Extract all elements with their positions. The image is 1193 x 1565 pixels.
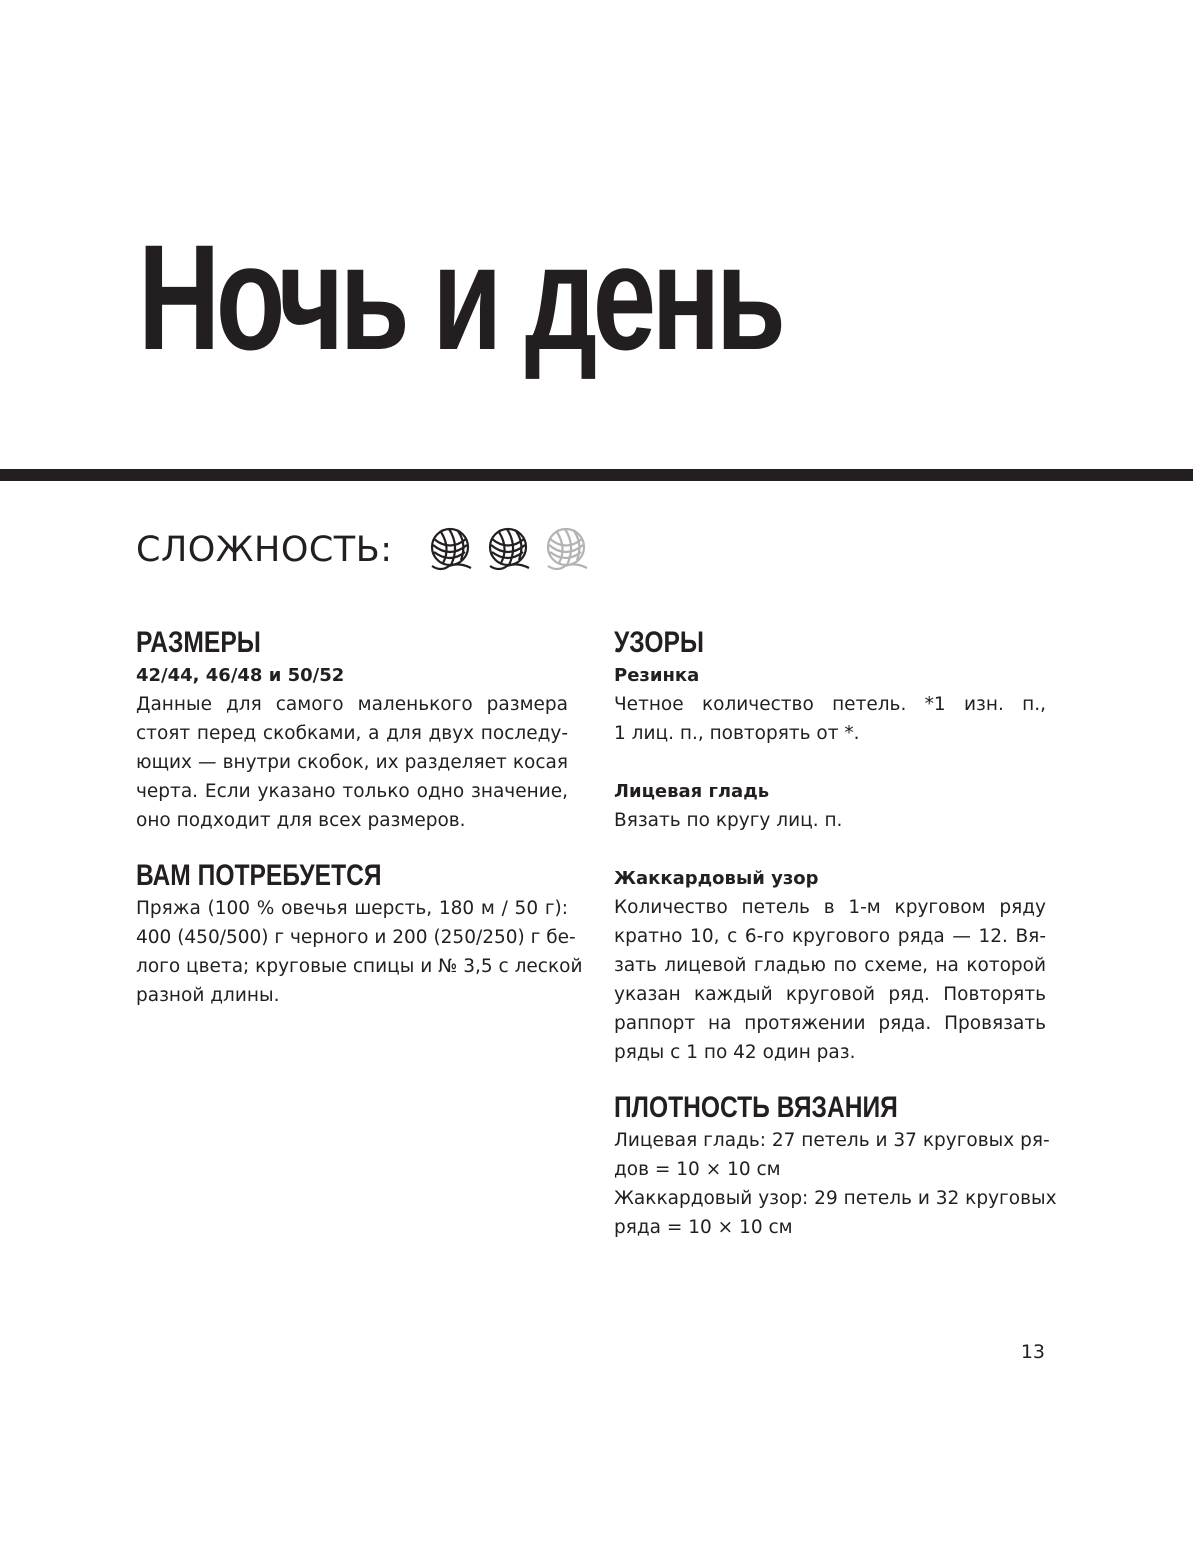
text-line: черта. Если указано только одно значение, bbox=[136, 781, 568, 802]
materials-text bbox=[136, 894, 583, 1010]
page-title: Ночь и день bbox=[138, 213, 782, 381]
text-line: Четное количество петель. *1 изн. п., bbox=[614, 694, 1046, 715]
text-line: Лицевая гладь: 27 петель и 37 круговых ря- bbox=[614, 1130, 1050, 1151]
text-line: Пряжа (100 % овечья шерсть, 180 м / 50 г): bbox=[136, 898, 568, 919]
text-line: стоят перед скобками, а для двух последу- bbox=[136, 723, 568, 744]
yarn-ball-icon bbox=[545, 526, 589, 574]
text-line: разной длины. bbox=[136, 985, 280, 1006]
page-number: 13 bbox=[1020, 1341, 1045, 1363]
text-line: Количество петель в 1-м круговом ряду bbox=[614, 897, 1046, 918]
stockinette-subheading: Лицевая гладь bbox=[614, 781, 770, 802]
patterns-heading: УЗОРЫ bbox=[614, 626, 705, 659]
patterns-section bbox=[614, 625, 1046, 1067]
difficulty-icons bbox=[429, 526, 589, 574]
text-line: раппорт на протяжении ряда. Провязать bbox=[614, 1013, 1046, 1034]
text-line: лого цвета; круговые спицы и № 3,5 с леской bbox=[136, 956, 583, 977]
sizes-section bbox=[136, 625, 568, 835]
gauge-heading: ПЛОТНОСТЬ ВЯЗАНИЯ bbox=[614, 1091, 898, 1124]
text-line: Данные для самого маленького размера bbox=[136, 694, 568, 715]
text-line: 1 лиц. п., повторять от *. bbox=[614, 723, 860, 744]
text-line: кратно 10, с 6-го кругового ряда — 12. Вя- bbox=[614, 926, 1046, 947]
difficulty-rating bbox=[136, 522, 589, 578]
difficulty-label: СЛОЖНОСТЬ: bbox=[136, 530, 393, 570]
text-line: Жаккардовый узор: 29 петель и 32 круговых bbox=[614, 1188, 1057, 1209]
right-column bbox=[614, 625, 1057, 1242]
text-line: дов = 10 × 10 см bbox=[614, 1159, 781, 1180]
jacquard-subheading: Жаккардовый узор bbox=[614, 868, 819, 889]
text-line: 400 (450/500) г черного и 200 (250/250) г бе- bbox=[136, 927, 576, 948]
sizes-text bbox=[136, 690, 568, 835]
text-line: ющих — внутри скобок, их разделяет косая bbox=[136, 752, 568, 773]
materials-heading: ВАМ ПОТРЕБУЕТСЯ bbox=[136, 859, 382, 892]
text-line: указан каждый круговой ряд. Повторять bbox=[614, 984, 1046, 1005]
sizes-heading: РАЗМЕРЫ bbox=[136, 626, 261, 659]
gauge-section bbox=[614, 1090, 1057, 1242]
text-line: зать лицевой гладью по схеме, на которой bbox=[614, 955, 1046, 976]
text-line: Вязать по кругу лиц. п. bbox=[614, 810, 843, 831]
text-line: ряда = 10 × 10 см bbox=[614, 1217, 793, 1238]
text-line: ряды с 1 по 42 один раз. bbox=[614, 1042, 856, 1063]
rib-subheading: Резинка bbox=[614, 665, 700, 686]
sizes-values: 42/44, 46/48 и 50/52 bbox=[136, 665, 345, 686]
left-column bbox=[136, 625, 583, 1010]
text-line: оно подходит для всех размеров. bbox=[136, 810, 466, 831]
yarn-ball-icon bbox=[487, 526, 531, 574]
yarn-ball-icon bbox=[429, 526, 473, 574]
title-divider bbox=[0, 469, 1193, 481]
materials-section bbox=[136, 858, 583, 1010]
